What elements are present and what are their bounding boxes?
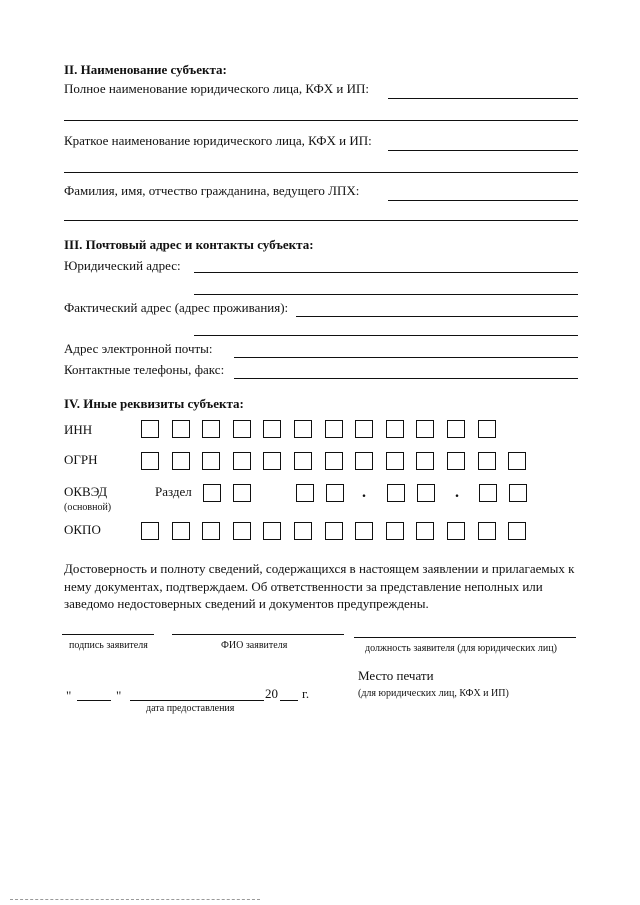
position-caption: должность заявителя (для юридических лиц): [365, 643, 557, 654]
signature-line[interactable]: [62, 634, 154, 635]
inn-digit-box[interactable]: [355, 420, 373, 438]
okved-razdel-boxes: [203, 484, 251, 502]
okved-separator-2: .: [455, 484, 459, 501]
okpo-digit-box[interactable]: [416, 522, 434, 540]
inn-digit-box[interactable]: [447, 420, 465, 438]
fio-input-line-2[interactable]: [64, 220, 578, 221]
inn-digit-box[interactable]: [416, 420, 434, 438]
phone-label: Контактные телефоны, факс:: [64, 362, 225, 377]
date-quote-open: ": [66, 688, 72, 703]
phone-input-line[interactable]: [234, 378, 578, 379]
date-year-prefix: 20: [265, 686, 278, 701]
okved-label: ОКВЭД: [64, 484, 108, 499]
inn-digit-box[interactable]: [172, 420, 190, 438]
declaration-paragraph: [64, 560, 576, 613]
inn-digit-box[interactable]: [386, 420, 404, 438]
okved-separator-1: .: [362, 484, 366, 501]
razdel-label: Раздел: [155, 484, 192, 499]
ogrn-digit-box[interactable]: [141, 452, 159, 470]
okpo-digit-box[interactable]: [325, 522, 343, 540]
inn-digit-box[interactable]: [233, 420, 251, 438]
okved-group-1-boxes: [296, 484, 344, 502]
ogrn-digit-box[interactable]: [355, 452, 373, 470]
okpo-digit-box[interactable]: [386, 522, 404, 540]
okpo-digit-box[interactable]: [478, 522, 496, 540]
fio-signature-line[interactable]: [172, 634, 344, 635]
section-4-heading: IV. Иные реквизиты субъекта:: [64, 396, 244, 411]
date-quote-close: ": [116, 688, 122, 703]
okved-group-3-boxes: [479, 484, 527, 502]
ogrn-digit-box[interactable]: [386, 452, 404, 470]
fio-input-line-1[interactable]: [388, 200, 578, 201]
date-year-line[interactable]: [280, 700, 298, 701]
actual-address-input-line-1[interactable]: [296, 316, 578, 317]
ogrn-digit-box[interactable]: [233, 452, 251, 470]
inn-label: ИНН: [64, 422, 93, 437]
okpo-digit-box[interactable]: [447, 522, 465, 540]
section-2-heading: II. Наименование субъекта:: [64, 62, 227, 77]
ogrn-digit-box[interactable]: [478, 452, 496, 470]
actual-address-input-line-2[interactable]: [194, 335, 578, 336]
date-caption: дата предоставления: [146, 703, 235, 714]
full-name-input-line-2[interactable]: [64, 120, 578, 121]
okpo-digit-box[interactable]: [202, 522, 220, 540]
inn-boxes: [141, 420, 496, 438]
okpo-digit-box[interactable]: [172, 522, 190, 540]
okpo-digit-box[interactable]: [355, 522, 373, 540]
okved-sublabel: (основной): [64, 502, 112, 513]
ogrn-digit-box[interactable]: [447, 452, 465, 470]
legal-address-input-line-1[interactable]: [194, 272, 578, 273]
legal-address-input-line-2[interactable]: [194, 294, 578, 295]
full-name-label: Полное наименование юридического лица, КФХ и ИП:: [64, 81, 369, 96]
ogrn-digit-box[interactable]: [294, 452, 312, 470]
okpo-digit-box[interactable]: [508, 522, 526, 540]
section-3-heading: III. Почтовый адрес и контакты субъекта:: [64, 237, 314, 252]
stamp-place-caption: (для юридических лиц, КФХ и ИП): [358, 688, 509, 699]
date-month-line[interactable]: [130, 700, 264, 701]
ogrn-digit-box[interactable]: [172, 452, 190, 470]
date-year-suffix: г.: [302, 686, 310, 701]
declaration-line: нему документах, подтверждаем. Об ответственности за представление неполных или: [64, 578, 543, 594]
ogrn-label: ОГРН: [64, 452, 98, 467]
stamp-place-title: Место печати: [358, 668, 434, 683]
signature-caption: подпись заявителя: [69, 640, 148, 651]
okved-code-box[interactable]: [509, 484, 527, 502]
declaration-line: заведомо недостоверных сведений и документов предупреждены.: [64, 596, 429, 611]
okved-razdel-box[interactable]: [233, 484, 251, 502]
short-name-label: Краткое наименование юридического лица, КФХ и ИП:: [64, 133, 372, 148]
ogrn-digit-box[interactable]: [508, 452, 526, 470]
ogrn-digit-box[interactable]: [263, 452, 281, 470]
okpo-label: ОКПО: [64, 522, 101, 537]
short-name-input-line-2[interactable]: [64, 172, 578, 173]
email-label: Адрес электронной почты:: [64, 341, 213, 356]
okved-razdel-box[interactable]: [203, 484, 221, 502]
date-day-line[interactable]: [77, 700, 111, 701]
ogrn-boxes: [141, 452, 526, 470]
scan-edge-artifact: [10, 899, 260, 900]
okved-code-box[interactable]: [417, 484, 435, 502]
okved-group-2-boxes: [387, 484, 435, 502]
okpo-digit-box[interactable]: [233, 522, 251, 540]
short-name-input-line-1[interactable]: [388, 150, 578, 151]
okved-code-box[interactable]: [326, 484, 344, 502]
ogrn-digit-box[interactable]: [202, 452, 220, 470]
ogrn-digit-box[interactable]: [325, 452, 343, 470]
okved-code-box[interactable]: [387, 484, 405, 502]
okpo-boxes: [141, 522, 526, 540]
declaration-line: Достоверность и полноту сведений, содержащихся в настоящем заявлении и прилагаемых к: [64, 561, 575, 576]
okpo-digit-box[interactable]: [294, 522, 312, 540]
inn-digit-box[interactable]: [141, 420, 159, 438]
okpo-digit-box[interactable]: [141, 522, 159, 540]
inn-digit-box[interactable]: [478, 420, 496, 438]
okved-code-box[interactable]: [479, 484, 497, 502]
inn-digit-box[interactable]: [202, 420, 220, 438]
ogrn-digit-box[interactable]: [416, 452, 434, 470]
fio-caption: ФИО заявителя: [221, 640, 288, 651]
position-signature-line[interactable]: [354, 637, 576, 638]
email-input-line[interactable]: [234, 357, 578, 358]
legal-address-label: Юридический адрес:: [64, 258, 181, 273]
inn-digit-box[interactable]: [263, 420, 281, 438]
okved-code-box[interactable]: [296, 484, 314, 502]
full-name-input-line-1[interactable]: [388, 98, 578, 99]
inn-digit-box[interactable]: [294, 420, 312, 438]
fio-label: Фамилия, имя, отчество гражданина, ведущего ЛПХ:: [64, 183, 360, 198]
actual-address-label: Фактический адрес (адрес проживания):: [64, 300, 289, 315]
inn-digit-box[interactable]: [325, 420, 343, 438]
okpo-digit-box[interactable]: [263, 522, 281, 540]
